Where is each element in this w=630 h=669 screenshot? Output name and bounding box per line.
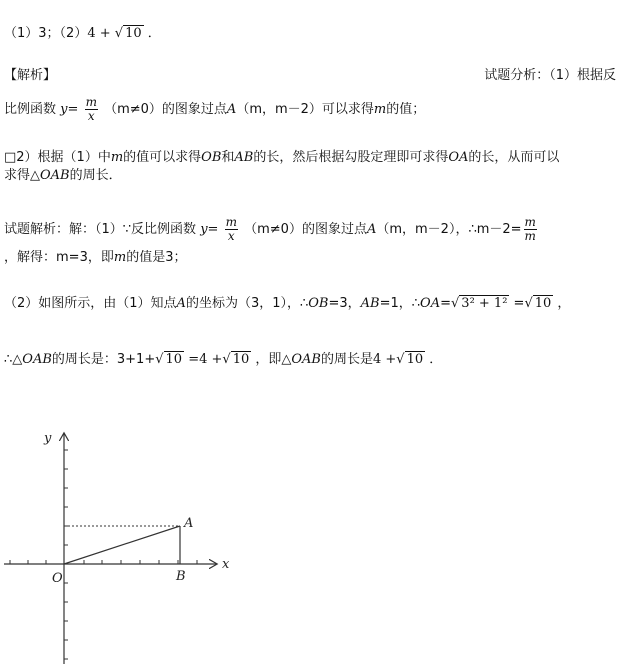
- text-segment: =3，: [328, 296, 361, 311]
- segment-ob: OB: [308, 296, 329, 311]
- segment-oa: OA: [448, 150, 469, 165]
- text-segment: 的值是3；: [126, 250, 187, 265]
- y-axis-label: y: [44, 431, 52, 446]
- equals-sign: =: [207, 222, 219, 237]
- radicand: 10: [165, 352, 183, 367]
- radicand: 10: [534, 296, 552, 311]
- text-segment: 的值可以求得: [123, 150, 202, 165]
- fraction-numerator: m: [85, 95, 97, 109]
- segment-oa-line: [64, 526, 180, 564]
- text-segment: ，解得：: [4, 250, 57, 265]
- point-b-label: B: [176, 569, 186, 584]
- answer-period: ．: [147, 26, 161, 41]
- radicand: 10: [232, 352, 250, 367]
- x-axis-label: x: [222, 557, 230, 572]
- fraction-denominator: m: [524, 229, 536, 243]
- text-segment: 的长，然后根据勾股定理即可求得: [253, 150, 449, 165]
- text-segment: （m，m－2）可以求得: [236, 102, 374, 117]
- text-segment: ．: [425, 352, 443, 367]
- segment-oa: OA: [420, 296, 441, 311]
- radicand: 3² + 1²: [461, 296, 508, 311]
- sqrt-expression: √ 10: [222, 352, 250, 367]
- text-segment: （m≠0）的图象过点: [244, 222, 367, 237]
- text-segment: 的周长是：3+1+: [51, 352, 156, 367]
- segment-ab: AB: [360, 296, 380, 311]
- text-segment: =1，∴: [379, 296, 421, 311]
- text-segment: =4 +: [184, 352, 223, 367]
- text-segment: （2）如图所示，由（1）知点: [4, 296, 177, 311]
- sqrt-expression: √ 10: [524, 296, 552, 311]
- text-segment: 和: [221, 150, 235, 165]
- text-segment: 的周长．: [69, 168, 122, 183]
- text-segment: ，即: [87, 250, 114, 265]
- var-m: m: [110, 150, 124, 165]
- segment-ob: OB: [201, 150, 222, 165]
- origin-label: O: [52, 571, 63, 586]
- text-segment: ，即△: [251, 352, 292, 367]
- answer-radicand: 10: [125, 26, 142, 41]
- text-segment: 4 +: [373, 352, 397, 367]
- text-segment: 求得: [4, 168, 31, 183]
- text-segment: 比例函数: [4, 102, 57, 117]
- segment-ab: AB: [234, 150, 254, 165]
- radicand: 10: [406, 352, 424, 367]
- section-title: 【解析】: [4, 68, 57, 83]
- answer-value-prefix: 4 +: [87, 26, 111, 41]
- triangle-label: OAB: [22, 352, 52, 367]
- var-y: y: [200, 222, 208, 237]
- text-segment: ，: [553, 296, 571, 311]
- text-segment: 的坐标为（3，1），∴: [185, 296, 309, 311]
- analysis-label: 试题分析：（1）根据反: [484, 68, 616, 83]
- fraction-numerator: m: [524, 215, 536, 229]
- equals-sign: =: [67, 102, 79, 117]
- text-segment: 的长，从而可以: [468, 150, 560, 165]
- var-m: m: [113, 250, 127, 265]
- fraction-numerator: m: [225, 215, 237, 229]
- fraction-denominator: x: [227, 229, 235, 243]
- text-segment: （m，m－2），∴m－2=: [376, 222, 522, 237]
- text-segment: 试题解析：解：（1）∵反比例函数: [4, 222, 197, 237]
- point-a-label: A: [176, 296, 186, 311]
- sqrt-expression: √ 3² + 1²: [451, 296, 508, 311]
- point-a-label: A: [226, 102, 237, 117]
- triangle-label: △OAB: [30, 168, 70, 183]
- triangle-label: OAB: [291, 352, 321, 367]
- var-m: m: [373, 102, 387, 117]
- text-segment: 的值；: [386, 102, 426, 117]
- text-segment: =: [440, 296, 451, 311]
- text-segment: □2）根据（1）中: [4, 150, 111, 165]
- answer-part1: （1）3；（2）: [4, 26, 88, 41]
- sqrt-expression: √ 10: [155, 352, 183, 367]
- answer-sqrt: √ 10: [114, 26, 142, 41]
- text-segment: m=3: [56, 250, 88, 265]
- point-a-label: A: [366, 222, 377, 237]
- point-a-label: A: [184, 516, 194, 531]
- text-segment: 的周长是: [320, 352, 373, 367]
- sqrt-expression: √ 10: [396, 352, 424, 367]
- text-segment: ∴△: [4, 352, 23, 367]
- fraction-denominator: x: [87, 109, 95, 123]
- var-y: y: [60, 102, 68, 117]
- text-segment: （m≠0）的图象过点: [104, 102, 227, 117]
- text-segment: =: [509, 296, 525, 311]
